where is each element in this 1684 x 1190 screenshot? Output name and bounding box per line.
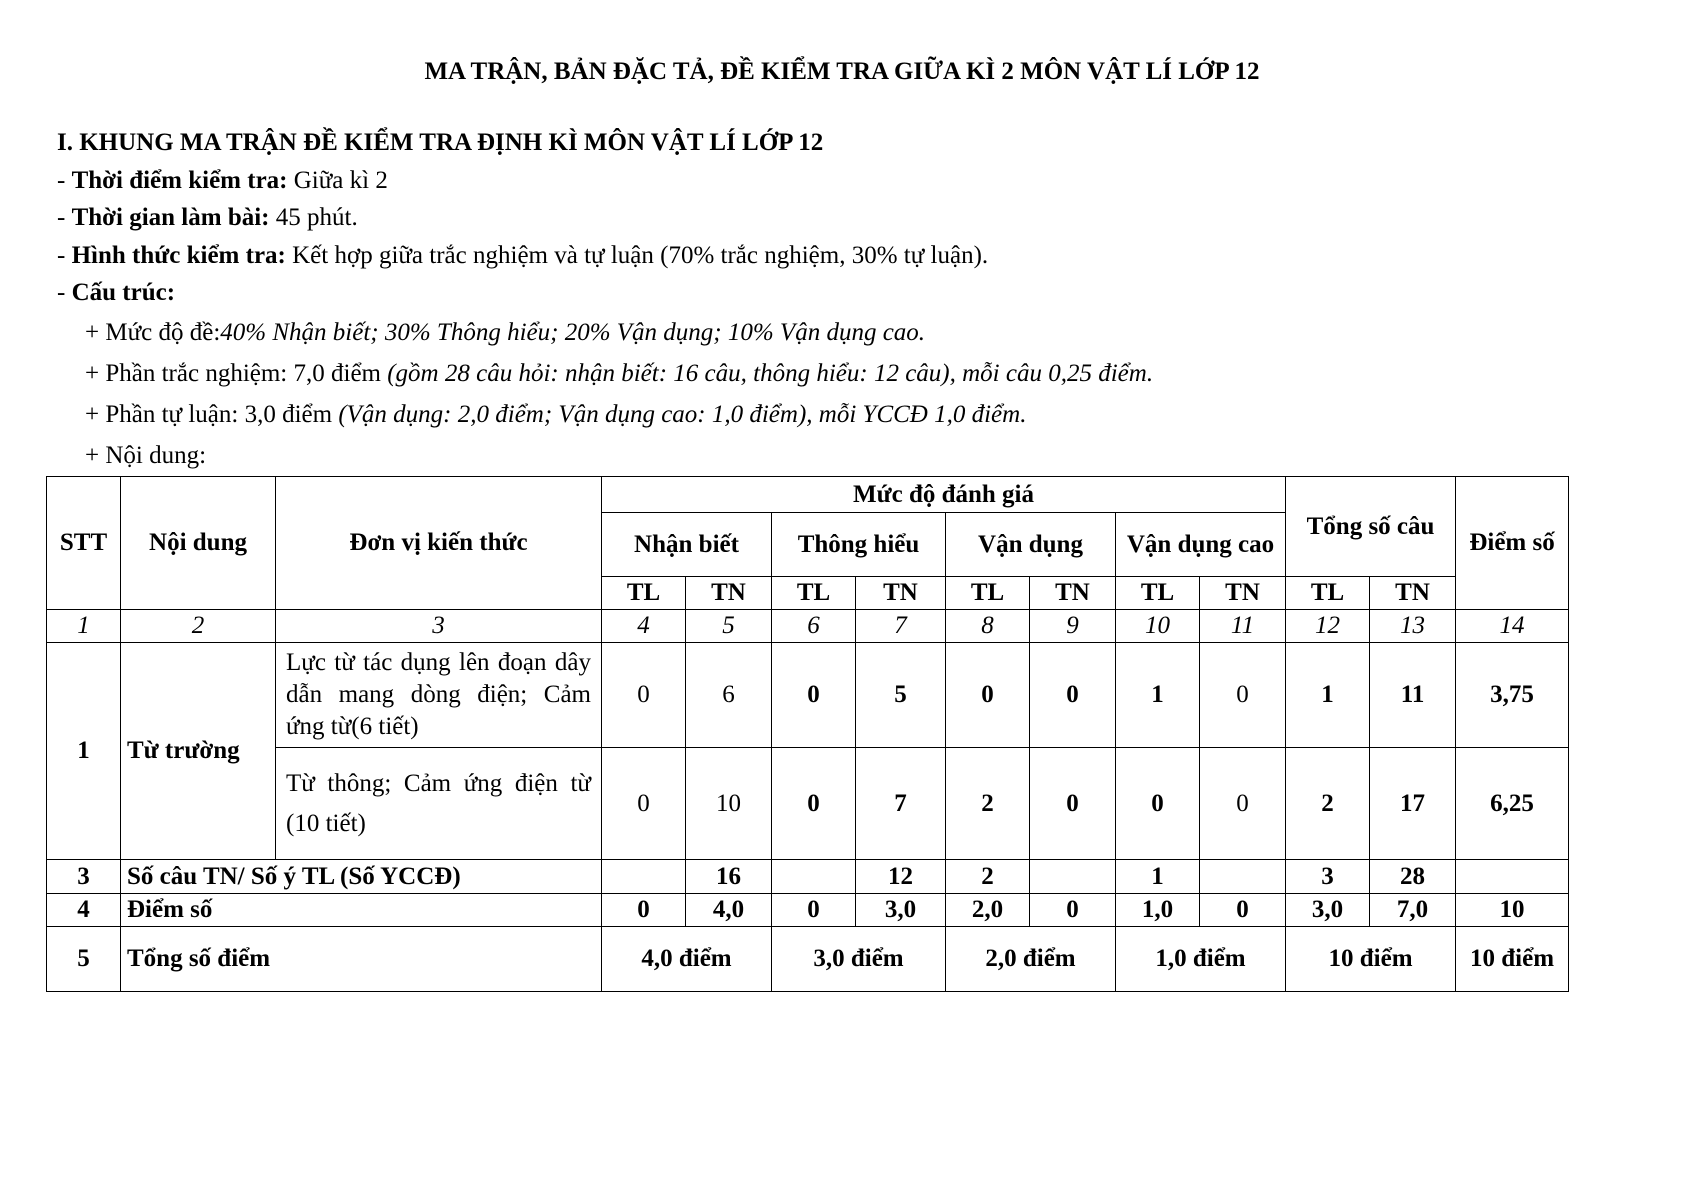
summary-stt: 3	[47, 860, 121, 894]
header-total-questions: Tổng số câu	[1286, 477, 1456, 577]
column-number: 14	[1456, 610, 1569, 643]
summary-stt: 5	[47, 927, 121, 992]
cell-value: 1,0	[1116, 894, 1200, 927]
cell-value: 0	[1030, 748, 1116, 860]
matrix-table	[46, 476, 1569, 992]
table-row	[47, 643, 1569, 748]
header-level-recognize: Nhận biết	[602, 513, 772, 577]
format-label: Hình thức kiểm tra:	[71, 241, 286, 269]
knowledge-unit: Từ thông; Cảm ứng điện từ (10 tiết)	[276, 748, 602, 860]
row-score	[1456, 860, 1569, 894]
cell-value: 0	[602, 748, 686, 860]
cell-value: 0	[602, 894, 686, 927]
cell-value: 0	[1116, 748, 1200, 860]
structure-label: Cấu trúc:	[71, 279, 176, 306]
column-number: 4	[602, 610, 686, 643]
mcq-label: + Phần trắc nghiệm: 7,0 điểm	[85, 359, 381, 387]
cell-value: 1	[1116, 860, 1200, 894]
column-number: 6	[772, 610, 856, 643]
header-tn: TN	[1370, 577, 1456, 610]
cell-value: 11	[1370, 643, 1456, 748]
header-tl: TL	[1116, 577, 1200, 610]
cell-value: 28	[1370, 860, 1456, 894]
knowledge-unit: Lực từ tác dụng lên đoạn dây dẫn mang dòng điện; Cảm ứng từ(6 tiết)	[276, 643, 602, 748]
column-number: 5	[686, 610, 772, 643]
column-number: 1	[47, 610, 121, 643]
header-tn: TN	[1030, 577, 1116, 610]
duration-label: Thời gian làm bài:	[71, 204, 270, 231]
cell-value: 3,0	[856, 894, 946, 927]
page-title: MA TRẬN, BẢN ĐẶC TẢ, ĐỀ KIỂM TRA GIỮA KÌ 2 MÔN VẬT LÍ LỚP 12	[424, 58, 1260, 85]
cell-value: 0	[772, 748, 856, 860]
essay-detail: (Vận dụng: 2,0 điểm; Vận dụng cao: 1,0 điểm), mỗi YCCĐ 1,0 điểm.	[338, 400, 1027, 428]
cell-value: 17	[1370, 748, 1456, 860]
cell-value	[1030, 860, 1116, 894]
cell-value: 16	[686, 860, 772, 894]
header-tl: TL	[602, 577, 686, 610]
summary-count-row	[47, 860, 1569, 894]
header-tn: TN	[856, 577, 946, 610]
cell-value: 2	[946, 748, 1030, 860]
column-number-row	[47, 610, 1569, 643]
cell-value	[602, 860, 686, 894]
row-score: 10	[1456, 894, 1569, 927]
header-row-1	[47, 477, 1569, 513]
row-score: 3,75	[1456, 643, 1569, 748]
row-score: 10 điểm	[1456, 927, 1569, 992]
cell-value: 0	[602, 643, 686, 748]
info-structure: - Cấu trúc:	[57, 279, 176, 306]
cell-value: 10	[686, 748, 772, 860]
cell-value: 7	[856, 748, 946, 860]
table-row	[47, 748, 1569, 860]
essay-label: + Phần tự luận: 3,0 điểm	[85, 400, 333, 428]
cell-value: 0	[1030, 894, 1116, 927]
cell-value: 12	[856, 860, 946, 894]
content-label: + Nội dung:	[85, 441, 207, 469]
cell-value: 6	[686, 643, 772, 748]
info-content	[57, 435, 1617, 476]
header-score: Điểm số	[1456, 477, 1569, 610]
level-total-points: 10 điểm	[1286, 927, 1456, 992]
cell-value	[1200, 860, 1286, 894]
header-stt: STT	[47, 477, 121, 610]
time-point-value: Giữa kì 2	[293, 166, 388, 194]
level-total-points: 3,0 điểm	[772, 927, 946, 992]
summary-stt: 4	[47, 894, 121, 927]
cell-value: 2,0	[946, 894, 1030, 927]
summary-total-row	[47, 927, 1569, 992]
info-format: - Hình thức kiểm tra: Kết hợp giữa trắc nghiệm và tự luận (70% trắc nghiệm, 30% tự luận).	[57, 241, 989, 269]
column-number: 11	[1200, 610, 1286, 643]
level-total-points: 4,0 điểm	[602, 927, 772, 992]
topic-stt: 1	[47, 643, 121, 860]
header-content: Nội dung	[121, 477, 276, 610]
cell-value: 2	[946, 860, 1030, 894]
cell-value: 1	[1286, 643, 1370, 748]
levels-value: 40% Nhận biết; 30% Thông hiểu; 20% Vận dụng; 10% Vận dụng cao.	[220, 318, 926, 346]
header-tn: TN	[686, 577, 772, 610]
column-number: 9	[1030, 610, 1116, 643]
summary-label: Điểm số	[121, 894, 602, 927]
summary-label: Số câu TN/ Số ý TL (Số YCCĐ)	[121, 860, 602, 894]
exam-info	[57, 124, 1617, 476]
header-unit: Đơn vị kiến thức	[276, 477, 602, 610]
cell-value: 0	[1200, 643, 1286, 748]
header-tn: TN	[1200, 577, 1286, 610]
cell-value: 4,0	[686, 894, 772, 927]
format-value: Kết hợp giữa trắc nghiệm và tự luận (70% trắc nghiệm, 30% tự luận).	[292, 241, 989, 269]
header-tl: TL	[1286, 577, 1370, 610]
row-score: 6,25	[1456, 748, 1569, 860]
cell-value: 0	[1200, 748, 1286, 860]
column-number: 12	[1286, 610, 1370, 643]
topic-name: Từ trường	[121, 643, 276, 860]
cell-value: 3,0	[1286, 894, 1370, 927]
cell-value: 7,0	[1370, 894, 1456, 927]
column-number: 7	[856, 610, 946, 643]
level-total-points: 2,0 điểm	[946, 927, 1116, 992]
cell-value: 0	[946, 643, 1030, 748]
info-essay	[57, 394, 1617, 435]
column-number: 13	[1370, 610, 1456, 643]
time-point-label: Thời điểm kiểm tra:	[71, 166, 288, 194]
header-level-group: Mức độ đánh giá	[602, 477, 1286, 513]
column-number: 3	[276, 610, 602, 643]
header-level-apply: Vận dụng	[946, 513, 1116, 577]
header-level-apply-high: Vận dụng cao	[1116, 513, 1286, 577]
cell-value: 5	[856, 643, 946, 748]
header-tl: TL	[772, 577, 856, 610]
column-number: 8	[946, 610, 1030, 643]
duration-value: 45 phút.	[275, 204, 358, 231]
mcq-detail: (gồm 28 câu hỏi: nhận biết: 16 câu, thông hiểu: 12 câu), mỗi câu 0,25 điểm.	[387, 359, 1154, 387]
info-time-point: - Thời điểm kiểm tra: Giữa kì 2	[57, 166, 388, 194]
summary-label: Tổng số điểm	[121, 927, 602, 992]
column-number: 10	[1116, 610, 1200, 643]
cell-value: 0	[1200, 894, 1286, 927]
levels-label: + Mức độ đề:	[85, 318, 221, 346]
summary-points-row	[47, 894, 1569, 927]
cell-value: 1	[1116, 643, 1200, 748]
cell-value: 0	[772, 643, 856, 748]
level-total-points: 1,0 điểm	[1116, 927, 1286, 992]
header-tl: TL	[946, 577, 1030, 610]
column-number: 2	[121, 610, 276, 643]
cell-value: 3	[1286, 860, 1370, 894]
cell-value: 2	[1286, 748, 1370, 860]
cell-value	[772, 860, 856, 894]
info-levels	[57, 312, 1617, 353]
header-level-understand: Thông hiểu	[772, 513, 946, 577]
info-duration: - Thời gian làm bài: 45 phút.	[57, 204, 358, 231]
section-heading: I. KHUNG MA TRẬN ĐỀ KIỂM TRA ĐỊNH KÌ MÔN VẬT LÍ LỚP 12	[57, 129, 824, 156]
info-mcq	[57, 353, 1617, 394]
cell-value: 0	[772, 894, 856, 927]
cell-value: 0	[1030, 643, 1116, 748]
